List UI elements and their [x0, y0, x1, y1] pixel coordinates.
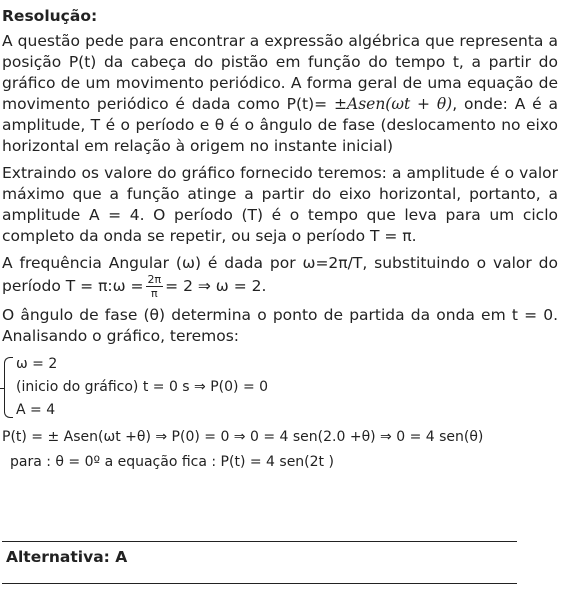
- fraction-denominator: π: [151, 287, 158, 300]
- resolution-document: [2, 4, 558, 474]
- divider-top: [2, 541, 517, 542]
- paragraph-phase: O ângulo de fase (θ) determina o ponto de partida da onda em t = 0. Analisando o gráfico, teremos:: [2, 306, 558, 345]
- fraction: [146, 274, 164, 299]
- fraction-numerator: 2π: [147, 273, 162, 286]
- paragraph-extraction: Extraindo os valore do gráfico fornecido teremos: a amplitude é o valor máximo que a função atinge a partir do eixo horizontal, portanto, a amplitude A = 4. O período (T) é o tempo que leva para um ciclo completo da onda se repetir, ou seja o período T = π.: [2, 164, 558, 245]
- system-line-omega: ω = 2: [16, 356, 58, 372]
- system-line-amplitude: A = 4: [16, 402, 56, 418]
- resolution-title: Resolução:: [2, 7, 98, 25]
- intro-tail: , onde: A é a amplitude, T é o período e θ é o ângulo de fase (deslocamento no eixo horizontal em relação à origem no instante inicial): [2, 95, 558, 155]
- derivation-line: P(t) = ± Asen(ωt +θ) ⇒ P(0) = 0 ⇒ 0 = 4 sen(2.0 +θ) ⇒ 0 = 4 sen(θ): [2, 429, 484, 445]
- divider-bottom: [2, 583, 517, 584]
- answer-label: Alternativa: A: [6, 548, 128, 566]
- paragraph-intro: [2, 31, 558, 157]
- system-line-start: (inicio do gráfico) t = 0 s ⇒ P(0) = 0: [16, 379, 269, 395]
- angular-tail: = 2 ⇒ ω = 2.: [165, 277, 267, 295]
- paragraph-angular-frequency: [2, 253, 558, 299]
- left-brace: [4, 357, 13, 418]
- equation-system: [4, 353, 558, 422]
- angular-text: A frequência Angular (ω) é dada por ω=2π/T, substituindo o valor do período T = π:ω =: [2, 254, 558, 295]
- final-equation-line: para : θ = 0º a equação fica : P(t) = 4 sen(2t ): [10, 454, 334, 470]
- general-formula: ±Asen(ωt + θ): [334, 95, 453, 113]
- intro-text: A questão pede para encontrar a expressão algébrica que representa a posição P(t) da cabeça do pistão em função do tempo t, a partir do gráfico de um movimento periódico. A forma geral de uma equação de movimento periódico é dada como P(t)=: [2, 32, 558, 113]
